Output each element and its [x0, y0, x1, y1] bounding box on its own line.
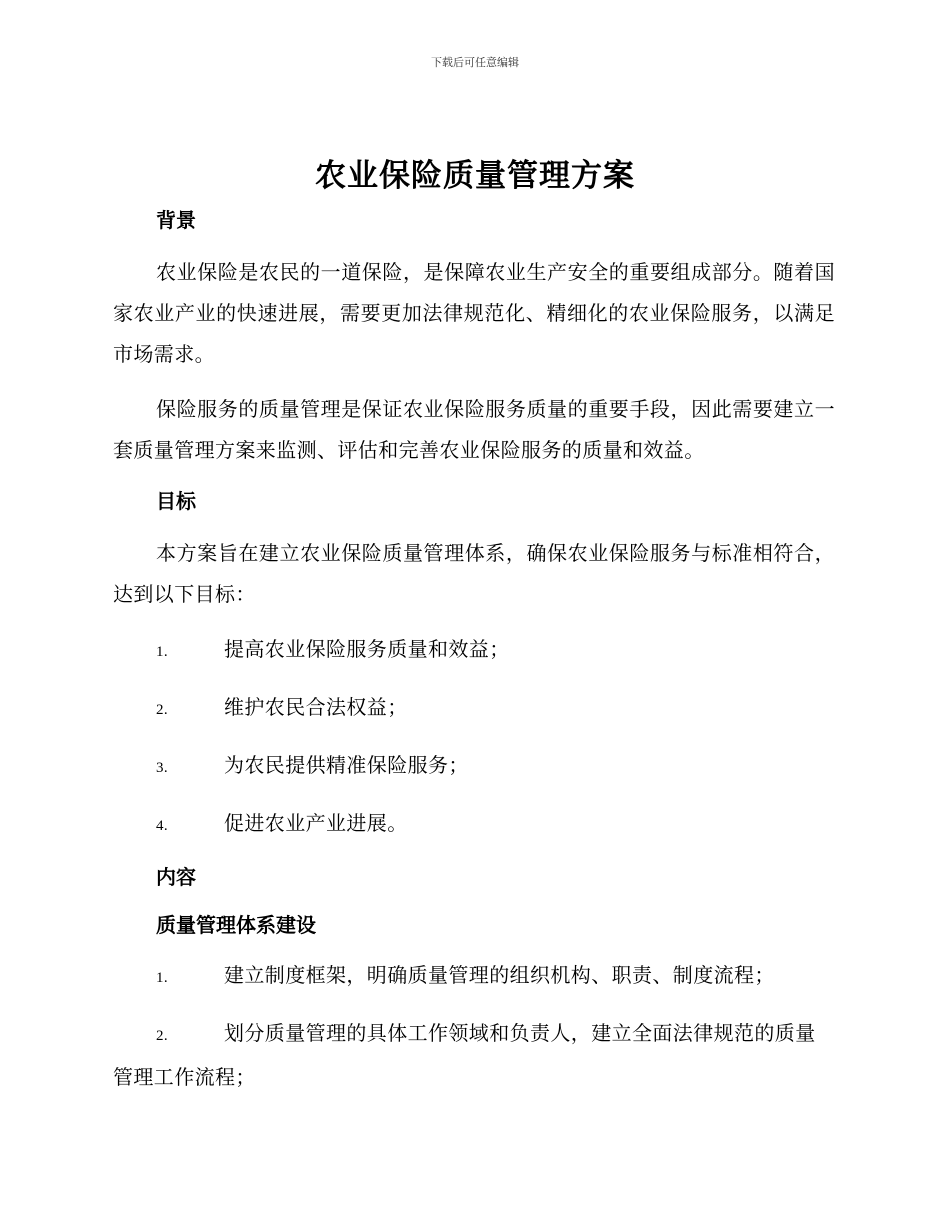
- list-item: [113, 955, 835, 999]
- document-title: 农业保险质量管理方案: [315, 158, 635, 194]
- list-number: 3.: [156, 760, 169, 776]
- list-item-text: 为农民提供精准保险服务；: [224, 753, 469, 777]
- list-item: [113, 687, 835, 731]
- section-heading-goals: 目标: [156, 489, 196, 513]
- list-number: 4.: [156, 818, 169, 834]
- subsection-heading: 质量管理体系建设: [156, 913, 316, 937]
- list-item: [113, 1013, 835, 1098]
- section-heading-background: 背景: [156, 208, 196, 232]
- list-number: 1.: [156, 644, 169, 660]
- document-body: [113, 204, 835, 1098]
- section-heading-content: 内容: [156, 865, 196, 889]
- list-item: [113, 629, 835, 673]
- list-number: 2.: [156, 1028, 169, 1044]
- list-number: 2.: [156, 702, 169, 718]
- list-item-text: 提高农业保险服务质量和效益；: [224, 637, 510, 661]
- list-item: [113, 803, 835, 847]
- list-item-text: 促进农业产业进展。: [224, 811, 408, 835]
- list-number: 1.: [156, 970, 169, 986]
- header-note: 下载后可任意编辑: [431, 56, 519, 69]
- background-paragraph: 保险服务的质量管理是保证农业保险服务质量的重要手段，因此需要建立一套质量管理方案来监测、评估和完善农业保险服务的质量和效益。: [113, 397, 835, 462]
- list-item: [113, 745, 835, 789]
- list-item-text: 划分质量管理的具体工作领域和负责人，建立全面法律规范的质量管理工作流程；: [113, 1021, 816, 1089]
- list-item-text: 建立制度框架，明确质量管理的组织机构、职责、制度流程；: [224, 963, 775, 987]
- background-paragraph: 农业保险是农民的一道保险，是保障农业生产安全的重要组成部分。随着国家农业产业的快速进展，需要更加法律规范化、精细化的农业保险服务，以满足市场需求。: [113, 260, 835, 366]
- goals-intro-paragraph: 本方案旨在建立农业保险质量管理体系，确保农业保险服务与标准相符合，达到以下目标：: [113, 541, 835, 606]
- list-item-text: 维护农民合法权益；: [224, 695, 408, 719]
